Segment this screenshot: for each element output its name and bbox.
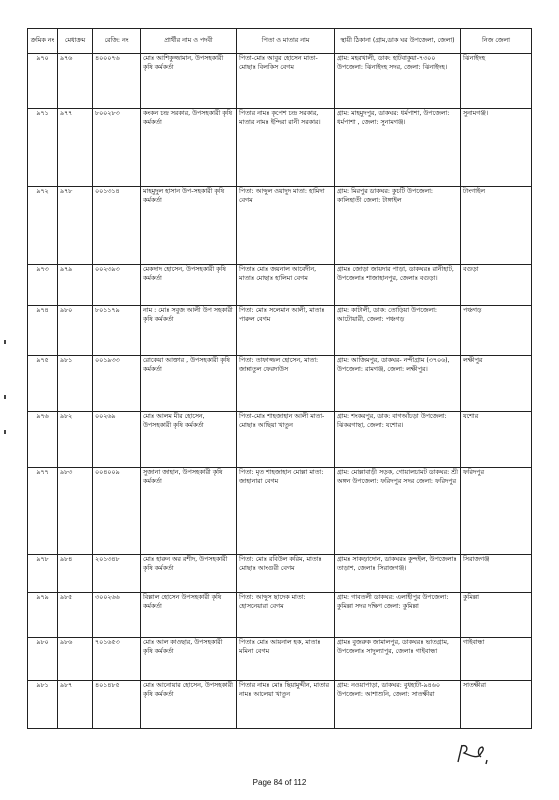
cell-serial: ৯৭৫ <box>28 356 58 412</box>
cell-name: নাম : মোঃ সবুজ আলী উপ সহকারী কৃষি কর্মকর্তা <box>141 306 237 356</box>
cell-reg: ২০১৩৪৮ <box>93 555 141 593</box>
table-row <box>28 555 532 593</box>
header-serial: ক্রমিক নং <box>28 29 58 54</box>
table-row <box>28 638 532 681</box>
cell-name: মোঃ আনোয়ার হোসেন, উপসহকারী কৃষি কর্মকর্তা <box>141 681 237 729</box>
cell-merit: ৯৮২ <box>58 412 93 468</box>
cell-serial: ৯৮১ <box>28 681 58 729</box>
table-row <box>28 593 532 638</box>
header-row <box>28 29 532 54</box>
cell-address: গ্রাম: মোল্লাবাড়ী সড়ক, গোয়ালচামট ডাকঘর: শ্রী অঙ্গন উপজেলা: ফরিদপুর সদর জেলা: ফরিদপুর <box>335 468 461 555</box>
cell-district: ফরিদপুর <box>461 468 532 555</box>
cell-reg: ০০১৩১৪ <box>93 187 141 265</box>
cell-serial: ৯৮০ <box>28 638 58 681</box>
cell-reg: ৮০১১৭৯ <box>93 306 141 356</box>
header-merit: মেধাক্রম <box>58 29 93 54</box>
cell-parents: পিতাঃ মোঃ আয়নাল হক, মাতাঃ মমিনা বেগম <box>237 638 335 681</box>
cell-parents: পিতা: আব্দুল ওয়াদুদ মাতা: হামিদা বেগম <box>237 187 335 265</box>
table-row <box>28 54 532 109</box>
cell-parents: পিতা-মোঃ আবুর হোসেন মাতা-মোছাঃ বিলকিস বেগম <box>237 54 335 109</box>
cell-address: গ্রাম: শংকরপুর, ডাক: বাগআঁচড়া উপজেলা: ঝিকরগাছা, জেলা: যশোর। <box>335 412 461 468</box>
cell-merit: ৯৮০ <box>58 306 93 356</box>
cell-address: গ্রাম: গাবতলী ডাকঘর: এলাহীপুর উপজেলা: কুমিল্লা সদর দক্ষিণ জেলা: কুমিল্লা <box>335 593 461 638</box>
cell-reg: ৮০০২৮৩ <box>93 109 141 187</box>
cell-district: পঞ্চগড় <box>461 306 532 356</box>
cell-merit: ৯৮৫ <box>58 593 93 638</box>
scan-margin-mark <box>4 395 6 399</box>
table-row <box>28 356 532 412</box>
scan-margin-mark <box>4 340 6 344</box>
header-name: প্রার্থীর নাম ও পদবী <box>141 29 237 54</box>
cell-merit: ৯৭৭ <box>58 109 93 187</box>
cell-name: মোঃ আল কাওছার, উপসহকারী কৃষি কর্মকর্তা <box>141 638 237 681</box>
cell-name: মাহমুদুল হাসান উপ-সহকারী কৃষি কর্মকর্তা <box>141 187 237 265</box>
cell-reg: ৪০১৪৮৫ <box>93 681 141 729</box>
cell-address: গ্রাম: কাটালী, ডাক: তোড়িয়া উপজেলা: আটোয়ারী, জেলা: পঞ্চগড় <box>335 306 461 356</box>
cell-name: মোঃ আলম মীর হোসেন, উপসহকারী কৃষি কর্মকর্তা <box>141 412 237 468</box>
cell-reg: ৪০০০৭৬ <box>93 54 141 109</box>
cell-district: সিরাজগঞ্জ <box>461 555 532 593</box>
cell-address: গ্রাম: আজিমপুর, ডাকঘর- নন্দীগ্রাম (৩৭০৬), উপজেলা: রামগঞ্জ, জেলা: লক্ষীপুর। <box>335 356 461 412</box>
cell-serial: ৯৭৭ <box>28 468 58 555</box>
cell-reg: ৩০০২৬৬ <box>93 593 141 638</box>
cell-merit: ৯৭৮ <box>58 187 93 265</box>
cell-address: গ্রাম: মহরখালী, ডাক: হাটবাকুয়া-৭৩০০ উপজেলা: ঝিনাইদহ সদর, জেলা: ঝিনাইদহ। <box>335 54 461 109</box>
table-row <box>28 412 532 468</box>
cell-name: সুজানা জাহান, উপসহকারী কৃষি কর্মকর্তা <box>141 468 237 555</box>
cell-reg: ০০১৯৩৩ <box>93 356 141 412</box>
cell-parents: পিতাঃ মোঃ জয়নাল আবেদীন, মাতাঃ মোছাঃ হালিমা বেগম <box>237 265 335 306</box>
cell-merit: ৯৮৩ <box>58 468 93 555</box>
cell-name: মোঃ আশিকুজ্জামান, উপসহকারী কৃষি কর্মকর্তা <box>141 54 237 109</box>
cell-merit: ৯৮৪ <box>58 555 93 593</box>
cell-address: গ্রাম: মিরপুর ডাকঘর: কুচটি উপজেলা: কালিহাতী জেলা: টাঙ্গাইল <box>335 187 461 265</box>
header-parents: পিতা ও মাতার নাম <box>237 29 335 54</box>
cell-serial: ৯৭০ <box>28 54 58 109</box>
cell-address: গ্রামঃ বুজরুক জামালপুর, ডাকঘরঃ ভাতগ্রাম, উপজেলাঃ সাদুল্যাপুর, জেলাঃ গাইবান্ধা <box>335 638 461 681</box>
cell-name: বিল্লাল হোসেন উপসহকারী কৃষি কর্মকর্তা <box>141 593 237 638</box>
cell-district: টাংগাইল <box>461 187 532 265</box>
cell-district: সুনামগঞ্জ। <box>461 109 532 187</box>
cell-merit: ৯৮১ <box>58 356 93 412</box>
cell-name: মোঃ হারুন অর রশীদ, উপসহকারী কৃষি কর্মকর্তা <box>141 555 237 593</box>
cell-district: ঝিনাইদহ <box>461 54 532 109</box>
cell-reg: ০০২৩৯৩ <box>93 265 141 306</box>
cell-merit: ৯৭৯ <box>58 265 93 306</box>
cell-parents: পিতা: আব্দুস ছাদেক মাতা: হোসনেয়ারা বেগম <box>237 593 335 638</box>
cell-reg: ৭০১৬৫৩ <box>93 638 141 681</box>
cell-merit: ৯৭৬ <box>58 54 93 109</box>
cell-serial: ৯৭৮ <box>28 555 58 593</box>
scan-margin-mark <box>4 430 6 434</box>
table-row <box>28 681 532 729</box>
cell-district: যশোর <box>461 412 532 468</box>
cell-parents: পিতা-মোঃ শাহজাহান আলী মাতা-মোছাঃ আছিয়া খাতুন <box>237 412 335 468</box>
cell-address: গ্রামঃ সাকড়াদোন, ডাকঘরঃ কুন্দইল, উপজেলাঃ তাড়াশ, জেলাঃ সিরাজগঞ্জ। <box>335 555 461 593</box>
cell-serial: ৯৭১ <box>28 109 58 187</box>
cell-district: সাতক্ষীরা <box>461 681 532 729</box>
cell-serial: ৯৭২ <box>28 187 58 265</box>
cell-parents: পিতা: মৃত শাহজাহান মোল্লা মাতা: জাহানারা বেগম <box>237 468 335 555</box>
cell-serial: ৯৭৬ <box>28 412 58 468</box>
header-address: স্থায়ী ঠিকানা (গ্রাম,ডাক ঘর উপজেলা, জেলা) <box>335 29 461 54</box>
cell-district: বগুড়া <box>461 265 532 306</box>
cell-name: মেকদাদ হোসেন, উপসহকারী কৃষি কর্মকর্তা <box>141 265 237 306</box>
cell-parents: পিতা: মোঃ রবিউল করিম, মাতাঃ মোছাঃ আংগুরী বেগম <box>237 555 335 593</box>
handwritten-signature <box>455 740 495 768</box>
cell-serial: ৯৭৩ <box>28 265 58 306</box>
cell-parents: পিতার নামঃ কৃপেশ চন্দ্র সরকার, মাতার নামঃ ইন্দিরা রানী সরকার। <box>237 109 335 187</box>
cell-name: কংকন চন্দ্র সরকার, উপসহকারী কৃষি কর্মকর্তা <box>141 109 237 187</box>
table-row <box>28 265 532 306</box>
table-row <box>28 109 532 187</box>
cell-reg: ০০৪০০৯ <box>93 468 141 555</box>
page-number: Page 84 of 112 <box>252 778 307 787</box>
cell-parents: পিতা: তাফাজ্জল হোসেন, মাতা: জান্নাতুল ফেরদাউস <box>237 356 335 412</box>
cell-district: কুমিল্লা <box>461 593 532 638</box>
header-district: নিজ জেলা <box>461 29 532 54</box>
cell-serial: ৯৭৯ <box>28 593 58 638</box>
table-row <box>28 187 532 265</box>
cell-merit: ৯৮৬ <box>58 638 93 681</box>
header-reg: রেজি: নং <box>93 29 141 54</box>
cell-serial: ৯৭৪ <box>28 306 58 356</box>
table-row <box>28 468 532 555</box>
cell-address: গ্রামঃ জোড়া জায়দার পাড়া, ডাকঘরঃ রানীহাট, উপজেলাঃ শাজাহানপুর, জেলাঃ বগুড়া। <box>335 265 461 306</box>
candidate-table <box>27 28 532 729</box>
cell-reg: ০০২৬৯ <box>93 412 141 468</box>
cell-parents: পিতার নামঃ মোঃ ছিয়ামুদ্দীন, মাতার নামঃ আলেয়া খাতুন <box>237 681 335 729</box>
cell-name: রোকেয়া আক্তার , উপসহকারী কৃষি কর্মকর্তা <box>141 356 237 412</box>
cell-address: গ্রাম: নওয়াপাড়া, ডাকঘর: বুধহাটা-৯৪৬০ উপজেলা: আশাশুনি, জেলা: সাতক্ষীরা <box>335 681 461 729</box>
cell-merit: ৯৮৭ <box>58 681 93 729</box>
cell-parents: পিতা: মোঃ সলেমান আলী, মাতাঃ পারুল বেগম <box>237 306 335 356</box>
table-row <box>28 306 532 356</box>
cell-district: গাইবান্ধা <box>461 638 532 681</box>
cell-district: লক্ষীপুর <box>461 356 532 412</box>
cell-address: গ্রাম: মাহমুদপুর, ডাকঘর: ধর্মপাশা, উপজেলা: ধর্মপাশা , জেলা: সুনামগঞ্জ। <box>335 109 461 187</box>
